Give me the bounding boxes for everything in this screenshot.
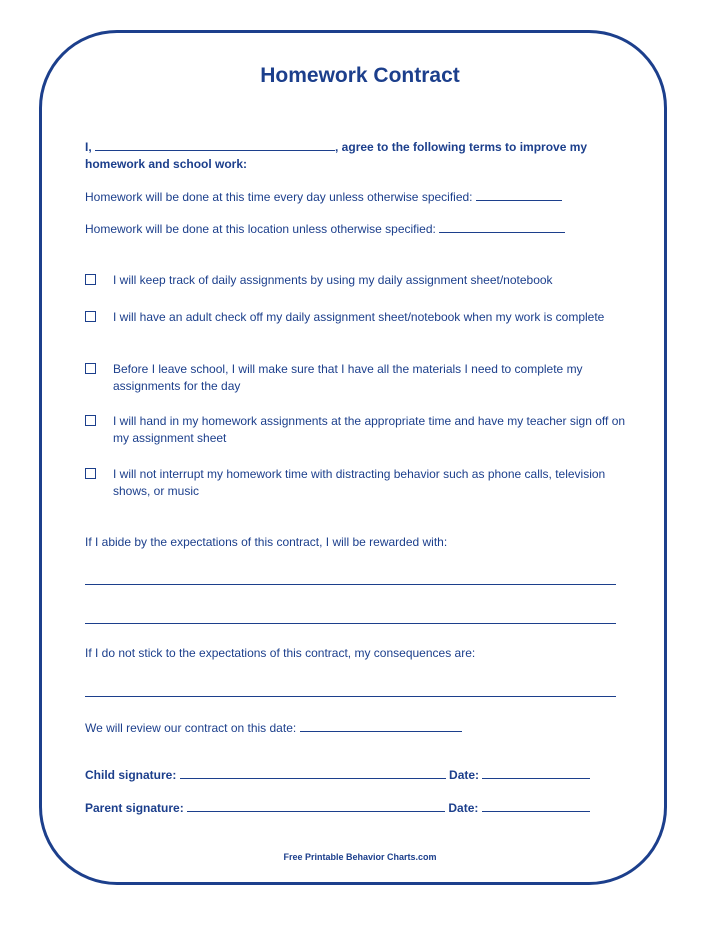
intro-prefix: I, [85,140,96,154]
parent-date-label: Date: [448,801,479,815]
checklist-item [85,413,635,447]
reward-line-1[interactable] [85,584,616,585]
reward-label: If I abide by the expectations of this contract, I will be rewarded with: [85,535,448,549]
checkbox[interactable] [85,311,96,322]
checklist-item-text: I will hand in my homework assignments at the appropriate time and have my teacher sign off on my assignment sheet [113,414,626,445]
location-row [85,220,565,236]
checklist-item [85,466,635,500]
checklist-item [85,272,635,289]
checklist-item [85,309,635,326]
checklist-item-text: Before I leave school, I will make sure that I have all the materials I need to complete my assignments for the day [113,362,583,393]
child-date-label: Date: [449,768,480,782]
checkbox[interactable] [85,363,96,374]
name-blank[interactable] [95,138,335,151]
parent-signature-row [85,799,590,815]
parent-signature-blank[interactable] [187,799,445,812]
review-row [85,719,462,735]
child-signature-row [85,766,590,782]
location-blank[interactable] [439,220,565,233]
consequence-line[interactable] [85,696,616,697]
review-label: We will review our contract on this date: [85,721,297,735]
time-blank[interactable] [476,188,562,201]
review-date-blank[interactable] [300,719,462,732]
checklist-item-text: I will have an adult check off my daily assignment sheet/notebook when my work is complete [113,310,605,324]
footer-credit: Free Printable Behavior Charts.com [283,852,437,862]
reward-line-2[interactable] [85,623,616,624]
time-label: Homework will be done at this time every day unless otherwise specified: [85,190,473,204]
child-date-blank[interactable] [482,766,590,779]
parent-date-blank[interactable] [482,799,590,812]
intro-statement [85,138,625,173]
parent-signature-label: Parent signature: [85,801,184,815]
child-signature-blank[interactable] [180,766,446,779]
location-label: Homework will be done at this location unless otherwise specified: [85,222,436,236]
time-row [85,188,562,204]
checklist-item [85,361,635,395]
intro-suffix: , agree to the following terms to improve my homework and school work: [85,140,588,171]
checkbox[interactable] [85,415,96,426]
checkbox[interactable] [85,274,96,285]
checklist-item-text: I will not interrupt my homework time with distracting behavior such as phone calls, television shows, or music [113,467,606,498]
checkbox[interactable] [85,468,96,479]
checklist-item-text: I will keep track of daily assignments by using my daily assignment sheet/notebook [113,273,553,287]
consequence-label: If I do not stick to the expectations of this contract, my consequences are: [85,646,476,660]
child-signature-label: Child signature: [85,768,177,782]
page-title: Homework Contract [260,64,460,87]
